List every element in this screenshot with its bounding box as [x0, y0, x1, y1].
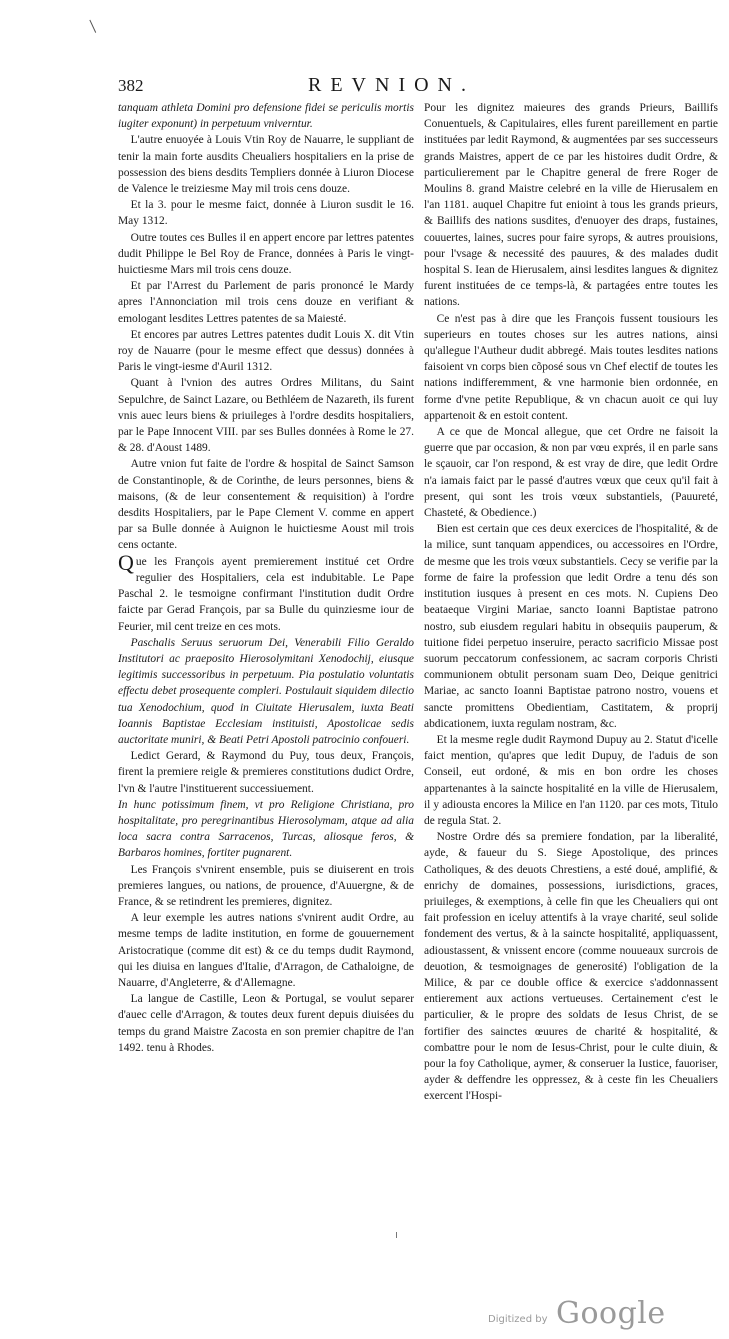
- paragraph: A leur exemple les autres nations s'vnirent audit Ordre, au mesme temps de ladite institution, en forme de gouuernement Aristocratique (comme dit est) & ce du temps dudit Raymond, qui les diuisa en langues d'Italie, d'Arragon, de Cathaloigne, de Nauarre, d'Angleterre, & d'Allemagne.: [118, 912, 414, 989]
- paragraph: Et encores par autres Lettres patentes dudit Louis X. dit Vtin roy de Nauarre (pour le mesme effect que dessus) données à Paris le vingt-iesme d'Auril 1312.: [118, 328, 414, 374]
- paragraph: Ce n'est pas à dire que les François fussent tousiours les superieurs en toutes choses sur les autres nations, ainsi qu'allegue l'Autheur dudit abbregé. Mais toutes lesdites nations faisoient vn corps bien cõposé sous vn Chef electif de toutes les nations indifferemment, & vne harmonie bien ordonnée, en forme d'vne petite Republique, & vn chacun auoit ce qui luy appartenoit & en estoit content.: [424, 312, 718, 422]
- right-text-column: [424, 100, 718, 1105]
- paragraph: Bien est certain que ces deux exercices de l'hospitalité, & de la milice, sunt tanquam appendices, ou accessoires en l'Ordre, de mesme que les trois vœux substantiels. Cecy se verifie par la forme de faire la profession que ledit Ordre a tenu dés son institution iusques à present en ces mots. N. Cupiens Deo beataeque Virgini Mariae, sancto Ioanni Baptistae patrono nostro, sub eiusdem regulari habitu in obsequiis pauperum, & tuitione fidei perpetuo inseruire, peracto sacrificio Missae post suorum peccatorum confessionem, ac sacram corporis Christi communionem obtulit personam suam Deo, Deique genitrici Mariae, ac sancto Ioanni Baptistae patrono nostro, vouens et sancte promittens Obedientiam, Castitatem, & proprij abdicationem, iuxta regulam nostram, &c.: [424, 523, 718, 730]
- google-logo: Google: [556, 1296, 666, 1331]
- paragraph-text: ue les François ayent premierement institué cet Ordre regulier des Hospitaliers, cela est indubitable. Le Pape Paschal 2. le tesmoigne confirmant l'institution dudit Ordre faicte par Gerad François, par sa Bulle du quinziesme iour de Feurier, mil cent treize en ces mots.: [118, 555, 414, 633]
- paragraph: Paschalis Seruus seruorum Dei, Venerabili Filio Geraldo Institutori ac praeposito Hierosolymitani Xenodochij, eiusque legitimis successoribus in perpetuum. Pia postulatio voluntatis effectu debet prosequente compleri. Postulauit siquidem dilectio tua Xenodochium, quod in Ciuitate Hierusalem, iuxta Beati Ioannis Baptistae Ecclesiam instituisti, Apostolicae sedis auctoritate muniri, & Beati Petri Apostoli patrocinio confoueri.: [118, 636, 414, 746]
- paragraph: tanquam athleta Domini pro defensione fidei se periculis mortis iugiter exponunt) in perpetuum vniverntur.: [118, 102, 414, 131]
- paragraph: Ledict Gerard, & Raymond du Puy, tous deux, François, firent la premiere reigle & premieres constitutions dudict Ordre, l'vn & l'autre l'instituerent successiuement.: [118, 750, 414, 795]
- drop-cap: Q: [118, 549, 134, 575]
- paragraph: [118, 549, 414, 635]
- paragraph: Outre toutes ces Bulles il en appert encore par lettres patentes dudit Philippe le Bel Roy de France, données à Paris le vingt-huictiesme Mars mil trois cens douze.: [118, 231, 414, 277]
- paragraph: A ce que de Moncal allegue, que cet Ordre ne faisoit la guerre que par occasion, & non par vœu exprés, il en parle sans le sçauoir, car l'on respond, & est vray de dire, que ledit Ordre n'a iamais faict par le passé d'autres vœux que ceux qu'il fait à present, qui sont les trois vœux substantiels, (Pauureté, Chasteté, & Obedience.): [424, 426, 718, 520]
- paragraph: Et la mesme regle dudit Raymond Dupuy au 2. Statut d'icelle faict mention, qu'apres que ledit Dupuy, de l'aduis de son Conseil, eut ordoné, & mis en bon ordre les choses appartenantes à la saincte hospitalité en la ville de Hierusalem, il y adiousta encores la Milice en l'an 1120. par ces mots, Titulo de regula Stat. 2.: [424, 733, 718, 827]
- paragraph: Et la 3. pour le mesme faict, donnée à Liuron susdit le 16. May 1312.: [118, 199, 414, 228]
- running-title: REVNION.: [308, 74, 475, 96]
- paragraph: Les François s'vnirent ensemble, puis se diuiserent en trois premieres langues, ou nations, de prouence, d'Auuergne, & de France, & se retindrent les premieres, dignitez.: [118, 863, 414, 908]
- page-header: [118, 74, 710, 100]
- paragraph: La langue de Castille, Leon & Portugal, se voulut separer d'auec celle d'Arragon, & toutes deux furent depuis diuisées du temps du grand Maistre Zacosta en son premier chapitre de l'an 1492. tenu à Rhodes.: [118, 993, 414, 1054]
- paragraph: In hunc potissimum finem, vt pro Religione Christiana, pro hospitalitate, pro peregrinantibus Hierosolymam, atque ad alia loca sacra contra Sarracenos, Turcas, aliosque feros, & Barbaros homines, fortiter pugnarent.: [118, 798, 414, 860]
- paragraph: Nostre Ordre dés sa premiere fondation, par la liberalité, ayde, & faueur du S. Siege Apostolique, des princes Catholiques, & des deuots Chrestiens, a esté doué, amplifié, & enrichy de domaines, possessions, iurisdictions, graces, priuileges, & exemptions, à celle fin que les Cheualiers qui ont fait profession en iceluy attentifs à la vraye charité, seul solide fondement des vertus, & à la saincte hospitalité, appliquassent, adioustassent, & vnissent encore (comme nouueaux surcrois de deuotion, & tesmoignages de generosité) l'obligation de la Milice, & par ce double office & exercice s'addonnassent entierement aux actions vertueuses. Certainement c'est le particulier, & le propre des soldats de Iesus Christ, de se fortifier des sainctes œuures de charité & hospitalité, & combattre pour le nom de Iesus-Christ, pour le culte diuin, & pour la foy Catholique, aymer, & conseruer la Iustice, fauoriser, ayder & deffendre les oppressez, & à ceste fin les Cheualiers exercent l'Hospi-: [424, 831, 718, 1103]
- digitized-by-label: Digitized by: [488, 1314, 548, 1325]
- paragraph: Et par l'Arrest du Parlement de paris prononcé le Mardy apres l'Annonciation mil trois cens douze en verifiant & emologant lesdites Lettres patentes de sa Maiesté.: [118, 280, 414, 325]
- page-number: 382: [118, 76, 144, 95]
- paragraph: Pour les dignitez maieures des grands Prieurs, Baillifs Conuentuels, & Capitulaires, elles furent pareillement en partie instituées par ledit Raymond, & augmentées par ses successeurs grands Maistres, appert de ce par les histoires dudit Ordre, & particulierement par le Chapitre general de frere Roger de Moulins 8. grand Maistre celebré en la ville de Hierusalem en l'an 1181. auquel Chapitre fut enioint à tous les grands prieurs, & Baillifs des nations susdites, d'enuoyer des draps, fustaines, couuertes, laines, sucres pour faire syrops, & autres prouisions, pour l'vsage & necessité des pauures, & des malades dudit hospital S. Iean de Hierusalem, ainsi lesdites langues & dignitez furent instituées de ce temps-là, & partagées entre toutes les nations.: [424, 102, 718, 309]
- ink-mark: [89, 17, 101, 33]
- print-mark: [396, 1232, 397, 1238]
- left-text-column: [118, 100, 414, 1056]
- digitization-footer: [488, 1296, 668, 1336]
- paragraph: L'autre enuoyée à Louis Vtin Roy de Nauarre, le suppliant de tenir la main forte ausdits Cheualiers hospitaliers en la prise de possession des biens desdits Templiers donnée à Liuron Diocese de Valence le treiziesme May mil trois cens douze.: [118, 134, 414, 196]
- paragraph: Autre vnion fut faite de l'ordre & hospital de Sainct Samson de Constantinople, & de Corinthe, de leurs personnes, biens & maisons, (& de leur consentement & requisition) à l'ordre desdits Hospitaliers, par le Pape Clement V. comme en appert par sa Bulle donnée à Auignon le huictiesme Aoust mil trois cens octante.: [118, 458, 414, 552]
- paragraph: Quant à l'vnion des autres Ordres Militans, du Saint Sepulchre, de Sainct Lazare, ou Bethléem de Nazareth, ils furent vnis auec leurs biens & priuileges à l'ordre desdits hospitaliers, par le Pape Innocent VIII. par ses Bulles données à Rome le 27. & 28. d'Aoust 1489.: [118, 377, 414, 455]
